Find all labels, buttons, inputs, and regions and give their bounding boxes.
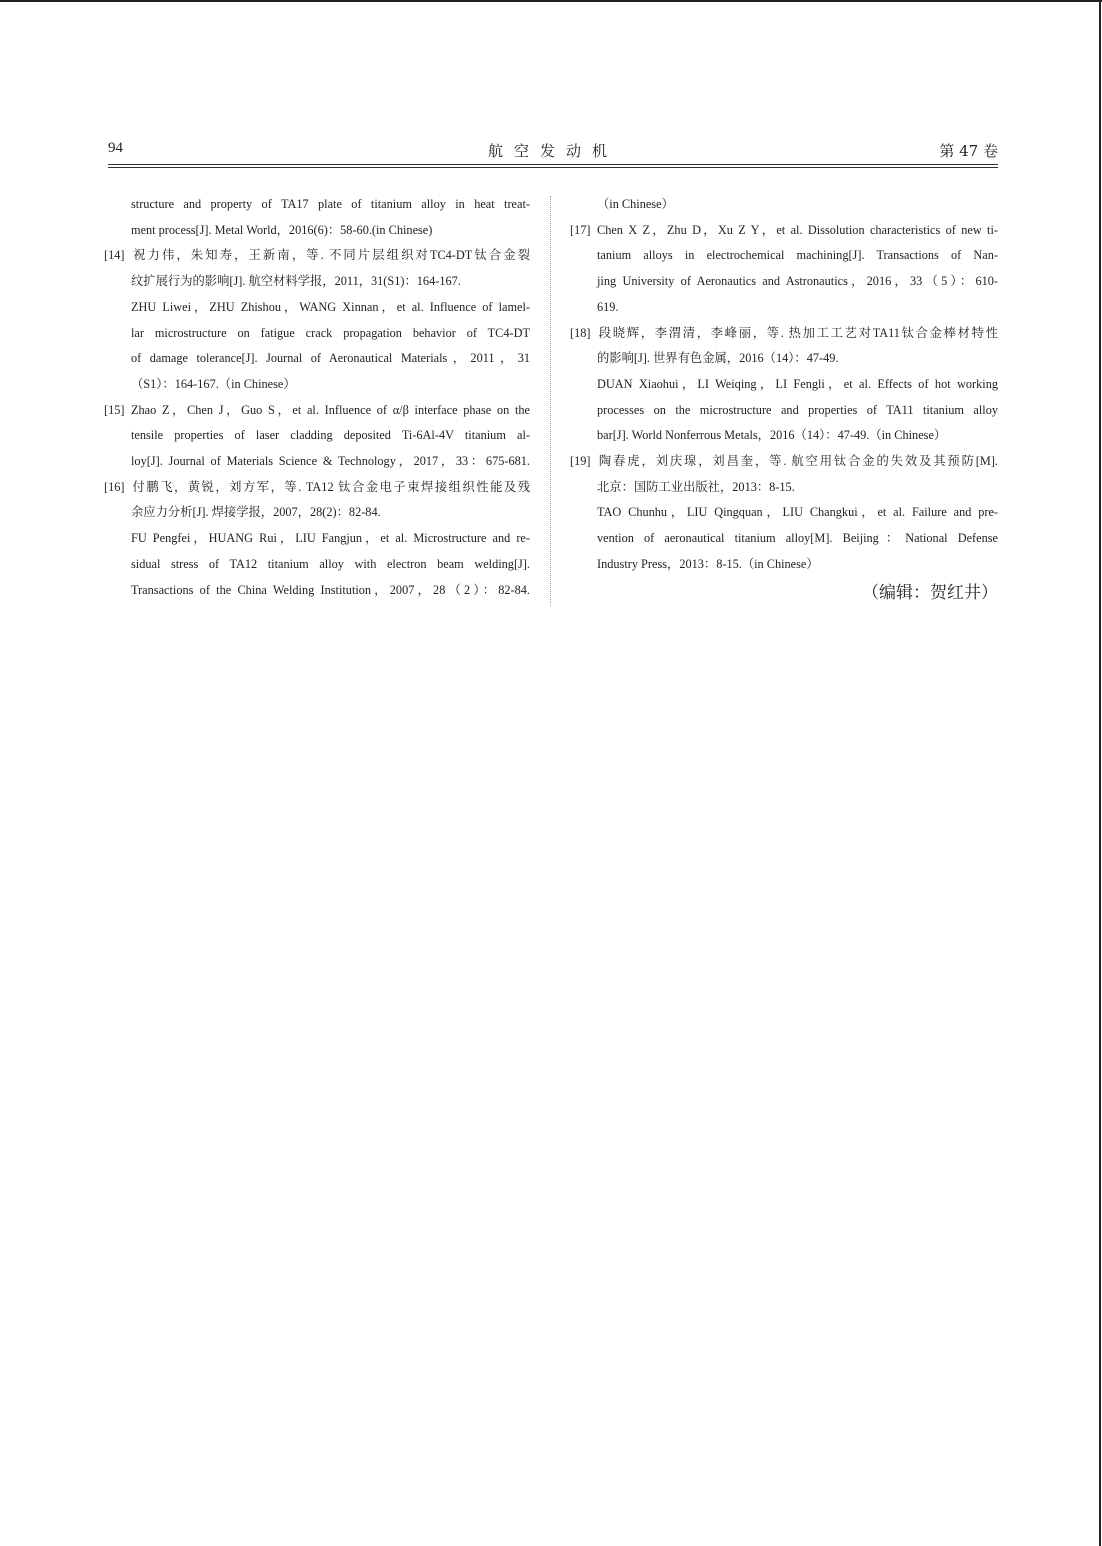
reference-16	[104, 475, 530, 604]
reference-line: TAO Chunhu，LIU Qingquan，LIU Changkui，et al. Failure and pre-	[597, 505, 998, 520]
page-right-border	[1099, 0, 1101, 1546]
page-top-border	[0, 0, 1102, 2]
reference-line: Zhao Z，Chen J，Guo S，et al. Influence of α/β interface phase on the	[131, 402, 530, 417]
reference-number: [16]	[104, 479, 125, 494]
reference-line: of damage tolerance[J]. Journal of Aeronautical Materials，2011，31	[131, 351, 530, 366]
editor-credit: （编辑：贺红井）	[862, 583, 998, 603]
reference-line: （S1）：164-167.（in Chinese）	[131, 376, 296, 391]
reference-number: [14]	[104, 248, 125, 263]
reference-line: tanium alloys in electrochemical machining[J]. Transactions of Nan-	[597, 248, 998, 263]
reference-line: 619.	[597, 299, 619, 314]
header-rule-top	[108, 164, 998, 165]
reference-14	[104, 243, 530, 397]
reference-line: 北京：国防工业出版社，2013：8-15.	[597, 479, 795, 494]
reference-number: [18]	[570, 325, 591, 340]
reference-line: Transactions of the China Welding Institution，2007，28（2）：82-84.	[131, 582, 530, 597]
reference-line: 祝力伟，朱知寿，王新南，等. 不同片层组织对TC4-DT钛合金裂	[131, 248, 530, 263]
reference-number: [17]	[570, 222, 591, 237]
reference-18	[570, 321, 998, 450]
reference-line: DUAN Xiaohui，LI Weiqing，LI Fengli，et al. Effects of hot working	[597, 376, 998, 391]
reference-13-continuation	[104, 192, 530, 243]
reference-line: bar[J]. World Nonferrous Metals，2016（14）：47-49.（in Chinese）	[597, 428, 947, 443]
reference-line: （in Chinese）	[597, 197, 674, 211]
reference-line: FU Pengfei，HUANG Rui，LIU Fangjun，et al. Microstructure and re-	[131, 531, 530, 546]
header-rule-bottom	[108, 167, 998, 168]
reference-number: [19]	[570, 454, 591, 469]
reference-number: [15]	[104, 402, 125, 417]
reference-line: loy[J]. Journal of Materials Science & Technology，2017，33：675-681.	[131, 454, 530, 469]
right-column	[570, 192, 998, 578]
reference-15	[104, 398, 530, 475]
reference-line: processes on the microstructure and properties of TA11 titanium alloy	[597, 402, 998, 417]
reference-17	[570, 218, 998, 321]
reference-line: Industry Press，2013：8-15.（in Chinese）	[597, 556, 819, 571]
volume-label: 第 47 卷	[939, 142, 998, 160]
reference-line: vention of aeronautical titanium alloy[M]. Beijing：National Defense	[597, 531, 998, 546]
reference-line: 的影响[J]. 世界有色金属，2016（14）：47-49.	[597, 351, 839, 366]
reference-line: Chen X Z，Zhu D，Xu Z Y，et al. Dissolution characteristics of new ti-	[597, 222, 998, 237]
reference-19	[570, 449, 998, 578]
reference-line: tensile properties of laser cladding deposited Ti-6Al-4V titanium al-	[131, 428, 530, 443]
reference-line: structure and property of TA17 plate of titanium alloy in heat treat-	[131, 197, 530, 211]
reference-line: 付鹏飞，黄锐，刘方军，等. TA12 钛合金电子束焊接组织性能及残	[131, 479, 530, 494]
reference-line: lar microstructure on fatigue crack propagation behavior of TC4-DT	[131, 325, 530, 340]
reference-line: ZHU Liwei，ZHU Zhishou，WANG Xinnan，et al. Influence of lamel-	[131, 299, 530, 314]
left-column	[104, 192, 530, 603]
column-divider	[550, 196, 551, 606]
reference-line: sidual stress of TA12 titanium alloy with electron beam welding[J].	[131, 556, 530, 571]
reference-line: 段晓辉，李渭清，李峰丽，等. 热加工工艺对TA11钛合金棒材特性	[597, 325, 998, 340]
reference-16-continuation	[570, 192, 998, 218]
page-header	[108, 140, 998, 162]
page-number: 94	[108, 140, 123, 156]
reference-line: 陶春虎，刘庆瑔，刘昌奎，等. 航空用钛合金的失效及其预防[M].	[597, 454, 998, 469]
reference-line: 纹扩展行为的影响[J]. 航空材料学报，2011，31(S1)：164-167.	[131, 274, 461, 289]
reference-line: jing University of Aeronautics and Astronautics，2016，33（5）：610-	[597, 274, 998, 289]
journal-title: 航空发动机	[487, 142, 618, 160]
reference-line: 余应力分析[J]. 焊接学报，2007，28(2)：82-84.	[131, 505, 381, 520]
reference-line: ment process[J]. Metal World，2016(6)：58-60.(in Chinese)	[131, 222, 433, 237]
